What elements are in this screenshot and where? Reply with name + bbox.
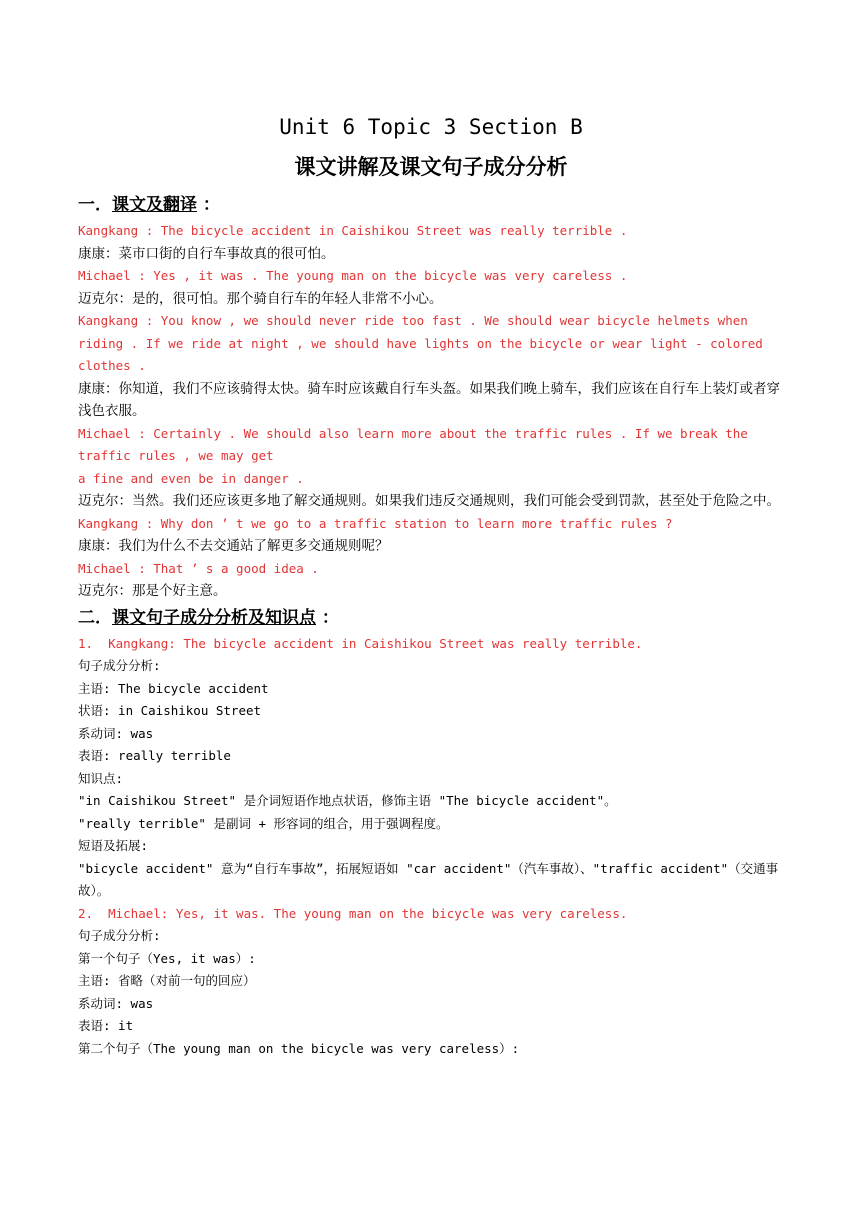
dialogue-translation-line: 康康：你知道，我们不应该骑得太快。骑车时应该戴自行车头盔。如果我们晚上骑车，我们应该在自行车上装灯或者穿浅色衣服。 xyxy=(78,380,780,419)
document-title: Unit 6 Topic 3 Section B xyxy=(279,115,583,139)
analysis-note-line: 第一个句子（Yes, it was）: xyxy=(78,950,256,966)
analysis-note-line: 状语: in Caishikou Street xyxy=(78,703,262,718)
dialogue-english-line: Kangkang : Why don ’ t we go to a traffic station to learn more traffic rules ? xyxy=(78,515,673,531)
analysis-english-line: 2. Michael: Yes, it was. The young man on the bicycle was very careless. xyxy=(78,905,628,921)
document-content xyxy=(78,112,784,1060)
analysis-note-line: 系动词: was xyxy=(78,725,154,741)
analysis-note-line: 主语: 省略（对前一句的回应） xyxy=(78,973,256,988)
analysis-note-line: 主语: The bicycle accident xyxy=(78,680,269,696)
analysis-note-line: 系动词: was xyxy=(78,995,154,1011)
dialogue-translation-line: 康康：我们为什么不去交通站了解更多交通规则呢？ xyxy=(78,538,389,554)
dialogue-translation-line: 迈克尔：当然。我们还应该更多地了解交通规则。如果我们违反交通规则，我们可能会受到罚款，甚至处于危险之中。 xyxy=(78,493,780,509)
analysis-note-line: "bicycle accident" 意为“自行车事故”，拓展短语如 "car accident"（汽车事故）、"traffic accident"（交通事故）。 xyxy=(78,860,779,898)
section-2-label: 课文句子成分分析及知识点 xyxy=(112,607,316,628)
section-1-label: 课文及翻译 xyxy=(112,195,197,215)
dialogue-english-line: Kangkang : The bicycle accident in Caishikou Street was really terrible . xyxy=(78,223,628,238)
dialogue-translation-line: 康康：菜市口街的自行车事故真的很可怕。 xyxy=(78,245,335,262)
section-heading-2 xyxy=(78,603,784,633)
analysis-note-line: 表语: really terrible xyxy=(78,748,231,763)
analysis-note-line: "really terrible" 是副词 + 形容词的组合，用于强调程度。 xyxy=(78,815,449,831)
dialogue-english-line: Michael : Certainly . We should also learn more about the traffic rules . If we break the traffic rules , we may get xyxy=(78,425,756,463)
section-1-colon: ： xyxy=(197,195,220,215)
dialogue-english-line: Michael : That ’ s a good idea . xyxy=(78,560,319,576)
section-1-number: 一． xyxy=(78,195,112,215)
dialogue-english-line: Kangkang : You know , we should never ride too fast . We should wear bicycle helmets when riding . If we ride at night , we should have lights on the bicycle or wear light - colored clothes . xyxy=(78,313,771,373)
analysis-note-line: 知识点: xyxy=(78,770,124,786)
dialogue-block xyxy=(78,220,784,603)
document-subtitle: 课文讲解及课文句子成分分析 xyxy=(294,155,568,179)
section-2-colon: ： xyxy=(316,607,339,628)
analysis-note-line: 句子成分分析: xyxy=(78,658,161,673)
analysis-note-line: "in Caishikou Street" 是介词短语作地点状语，修饰主语 "The bicycle accident"。 xyxy=(78,793,617,808)
analysis-note-line: 第二个句子（The young man on the bicycle was very careless）: xyxy=(78,1040,520,1056)
section-2-number: 二． xyxy=(78,607,112,628)
dialogue-english-line: Michael : Yes , it was . The young man on the bicycle was very careless . xyxy=(78,268,628,283)
analysis-english-line: 1. Kangkang: The bicycle accident in Caishikou Street was really terrible. xyxy=(78,635,643,651)
section-heading-1 xyxy=(78,190,784,220)
dialogue-english-line: a fine and even be in danger . xyxy=(78,470,304,486)
analysis-note-line: 短语及拓展: xyxy=(78,838,149,853)
analysis-note-line: 句子成分分析: xyxy=(78,928,161,943)
dialogue-translation-line: 迈克尔：那是个好主意。 xyxy=(78,583,227,599)
analysis-note-line: 表语: it xyxy=(78,1018,134,1033)
analysis-block xyxy=(78,633,784,1061)
dialogue-translation-line: 迈克尔：是的，很可怕。那个骑自行车的年轻人非常不小心。 xyxy=(78,290,443,307)
